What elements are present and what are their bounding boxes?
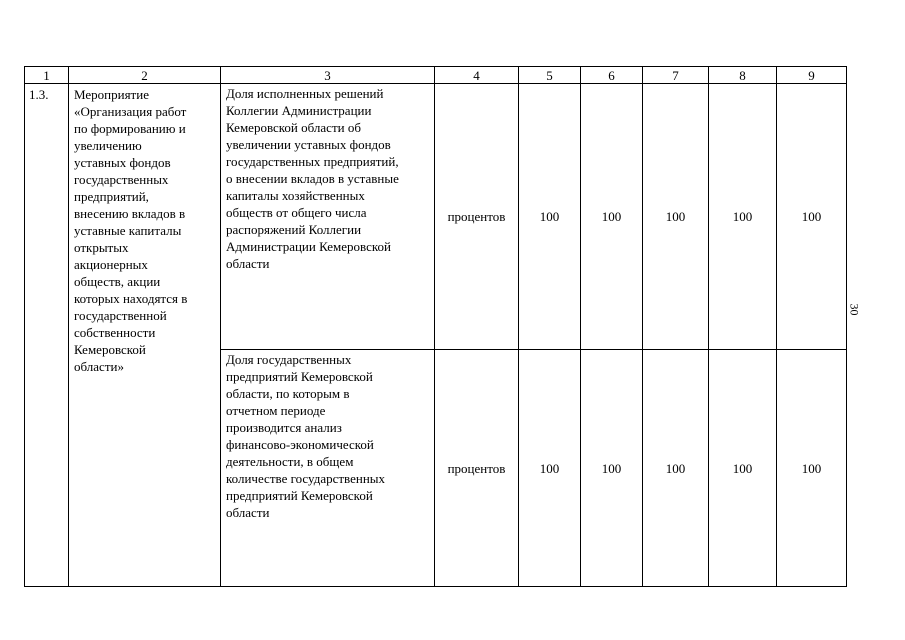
indicator-line: Доля государственных [226,352,352,367]
indicator-line: Коллегии Администрации [226,103,372,118]
indicator-line: финансово-экономической [226,437,374,452]
value-cell: 100 [519,350,581,587]
event-line: Кемеровской [74,342,146,357]
event-line: обществ, акции [74,274,161,289]
indicator-line: отчетном периоде [226,403,326,418]
indicator-line: Администрации Кемеровской [226,239,391,254]
unit-cell: процентов [435,84,519,350]
row-number: 1.3. [25,84,69,587]
header-row [25,67,847,84]
value-cell: 100 [519,84,581,350]
value-cell: 100 [643,84,709,350]
event-line: «Организация работ [74,104,187,119]
event-line: собственности [74,325,156,340]
event-line: предприятий, [74,189,149,204]
event-line: увеличению [74,138,142,153]
value-cell: 100 [581,84,643,350]
event-line: внесению вкладов в [74,206,186,221]
value-cell: 100 [643,350,709,587]
indicator-line: государственных предприятий, [226,154,399,169]
indicator-line: Кемеровской области об [226,120,361,135]
header-cell-7: 7 [643,67,709,84]
event-line: уставных фондов [74,155,171,170]
indicator-line: капиталы хозяйственных [226,188,365,203]
value-cell: 100 [777,84,847,350]
event-line: государственной [74,308,167,323]
indicator-line: деятельности, в общем [226,454,354,469]
indicator-line: количестве государственных [226,471,386,486]
indicator-line: распоряжений Коллегии [226,222,362,237]
indicator-line: производится анализ [226,420,342,435]
header-cell-4: 4 [435,67,519,84]
event-line: уставные капиталы [74,223,182,238]
header-cell-9: 9 [777,67,847,84]
event-line: акционерных [74,257,148,272]
value-cell: 100 [581,350,643,587]
event-line: открытых [74,240,129,255]
event-line: которых находятся в [74,291,188,306]
header-cell-2: 2 [69,67,221,84]
event-line: государственных [74,172,169,187]
indicator-table [24,66,847,587]
value-cell: 100 [709,84,777,350]
header-cell-6: 6 [581,67,643,84]
event-line: по формированию и [74,121,186,136]
indicator-line: предприятий Кемеровской [226,488,373,503]
header-cell-5: 5 [519,67,581,84]
indicator-line: области, по которым в [226,386,350,401]
event-line: Мероприятие [74,87,149,102]
indicator-line: обществ от общего числа [226,205,367,220]
indicator-line: предприятий Кемеровской [226,369,373,384]
value-cell: 100 [777,350,847,587]
indicator-name [221,84,435,350]
page-number: 30 [847,303,862,316]
unit-cell: процентов [435,350,519,587]
indicator-name [221,350,435,587]
value-cell: 100 [709,350,777,587]
event-line: области» [74,359,124,374]
event-name [69,84,221,587]
indicator-line: увеличении уставных фондов [226,137,391,152]
indicator-line: о внесении вкладов в уставные [226,171,399,186]
indicator-line: Доля исполненных решений [226,86,384,101]
indicator-line: области [226,256,270,271]
header-cell-1: 1 [25,67,69,84]
header-cell-3: 3 [221,67,435,84]
table-row [25,84,847,350]
indicator-line: области [226,505,270,520]
header-cell-8: 8 [709,67,777,84]
